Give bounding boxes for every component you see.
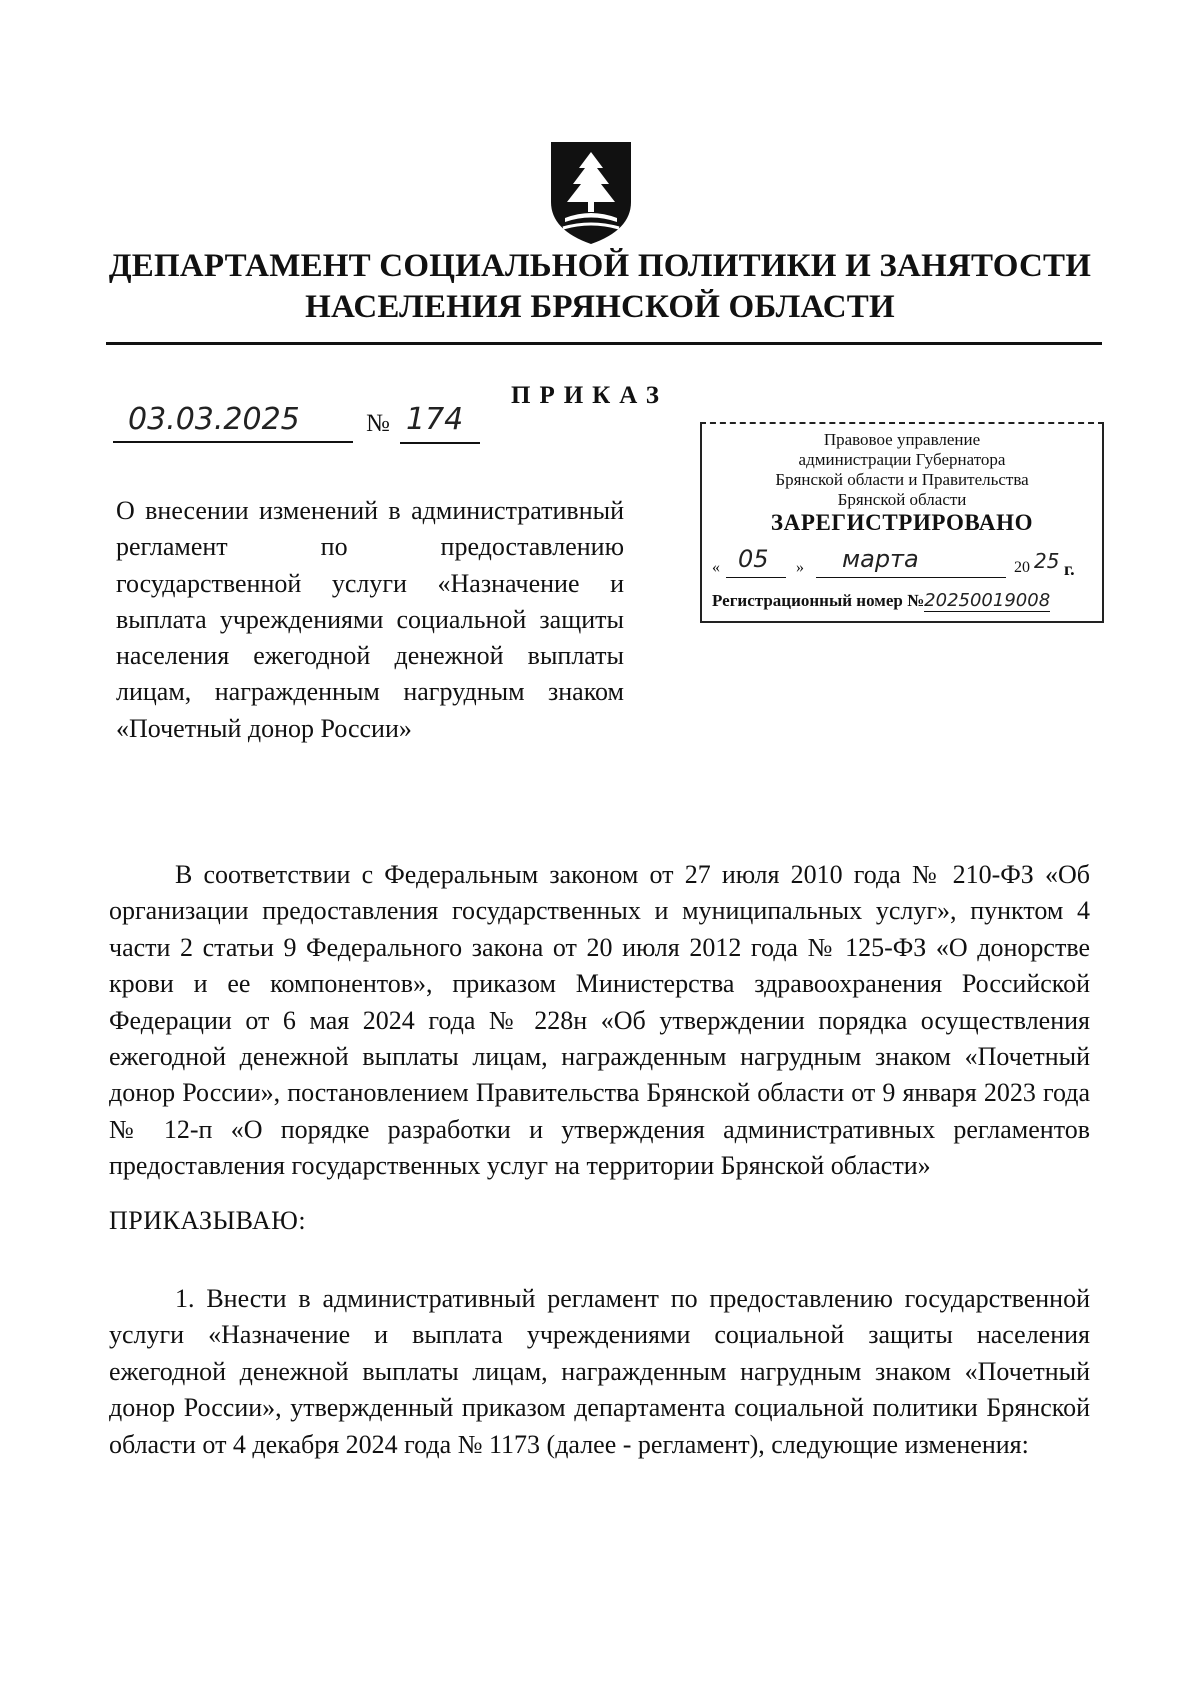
stamp-line2: администрации Губернатора <box>798 450 1006 469</box>
stamp-reg-number-row <box>712 590 1096 611</box>
stamp-reg-label: Регистрационный номер № <box>712 591 925 610</box>
preamble-paragraph: В соответствии с Федеральным законом от 27 июля 2010 года № 210-ФЗ «Об организации предоставления государственных и муниципальных услуг», пунктом 4 части 2 статьи 9 Федерального закона от 20 июля 2012 года № 125-ФЗ «О донорстве крови и ее компонентов», приказом Министерства здравоохранения Российской Федерации от 6 мая 2024 года № 228н «Об утверждении порядка осуществления ежегодной денежной выплаты лицам, награжденным нагрудным знаком «Почетный донор России», постановлением Правительства Брянской области от 9 января 2023 года № 12-п «О порядке разработки и утверждения административных регламентов предоставления государственных услуг на территории Брянской области» <box>109 860 1090 1181</box>
date-underline <box>113 441 353 443</box>
bryansk-coat-of-arms-icon <box>547 138 635 248</box>
header-divider <box>106 342 1102 345</box>
stamp-line3: Брянской области и Правительства <box>775 470 1029 489</box>
stamp-line1: Правовое управление <box>823 430 981 449</box>
org-name-line2: НАСЕЛЕНИЯ БРЯНСКОЙ ОБЛАСТИ <box>305 289 895 325</box>
clause-1-paragraph: 1. Внести в административный регламент по предоставлению государственной услуги «Назначение и выплата учреждениями социальной защиты населения ежегодной денежной выплаты лицам, награжденным нагрудным знаком «Почетный донор России», утвержденный приказом департамента социальной политики Брянской области от 4 декабря 2024 года № 1173 (далее - регламент), следующие изменения: <box>109 1284 1090 1459</box>
number-label: № <box>366 410 390 437</box>
stamp-month: марта <box>842 545 919 573</box>
stamp-day: 05 <box>738 545 769 573</box>
stamp-status: ЗАРЕГИСТРИРОВАНО <box>770 510 1034 535</box>
stamp-year-unit: г. <box>1064 559 1075 579</box>
order-word: ПРИКАЗЫВАЮ: <box>109 1206 307 1235</box>
stamp-reg-number: 20250019008 <box>924 590 1051 611</box>
stamp-year-prefix: 20 <box>1014 559 1030 576</box>
document-date: 03.03.2025 <box>128 402 300 437</box>
stamp-line4: Брянской области <box>837 490 967 509</box>
org-name-line1: ДЕПАРТАМЕНТ СОЦИАЛЬНОЙ ПОЛИТИКИ И ЗАНЯТОСТИ <box>108 248 1092 284</box>
document-type: ПРИКАЗ <box>511 382 668 409</box>
document-subject: О внесении изменений в административный регламент по предоставлению государственной услуги «Назначение и выплата учреждениями социальной защиты населения ежегодной денежной выплаты лицам, награжденным нагрудным знаком «Почетный донор России» <box>116 496 624 743</box>
registration-stamp <box>700 422 1104 623</box>
stamp-date: « 05 » марта 20 25 г. <box>712 545 1075 579</box>
number-underline <box>400 442 480 444</box>
document-number: 174 <box>406 402 464 437</box>
stamp-year-suffix: 25 <box>1034 549 1060 573</box>
